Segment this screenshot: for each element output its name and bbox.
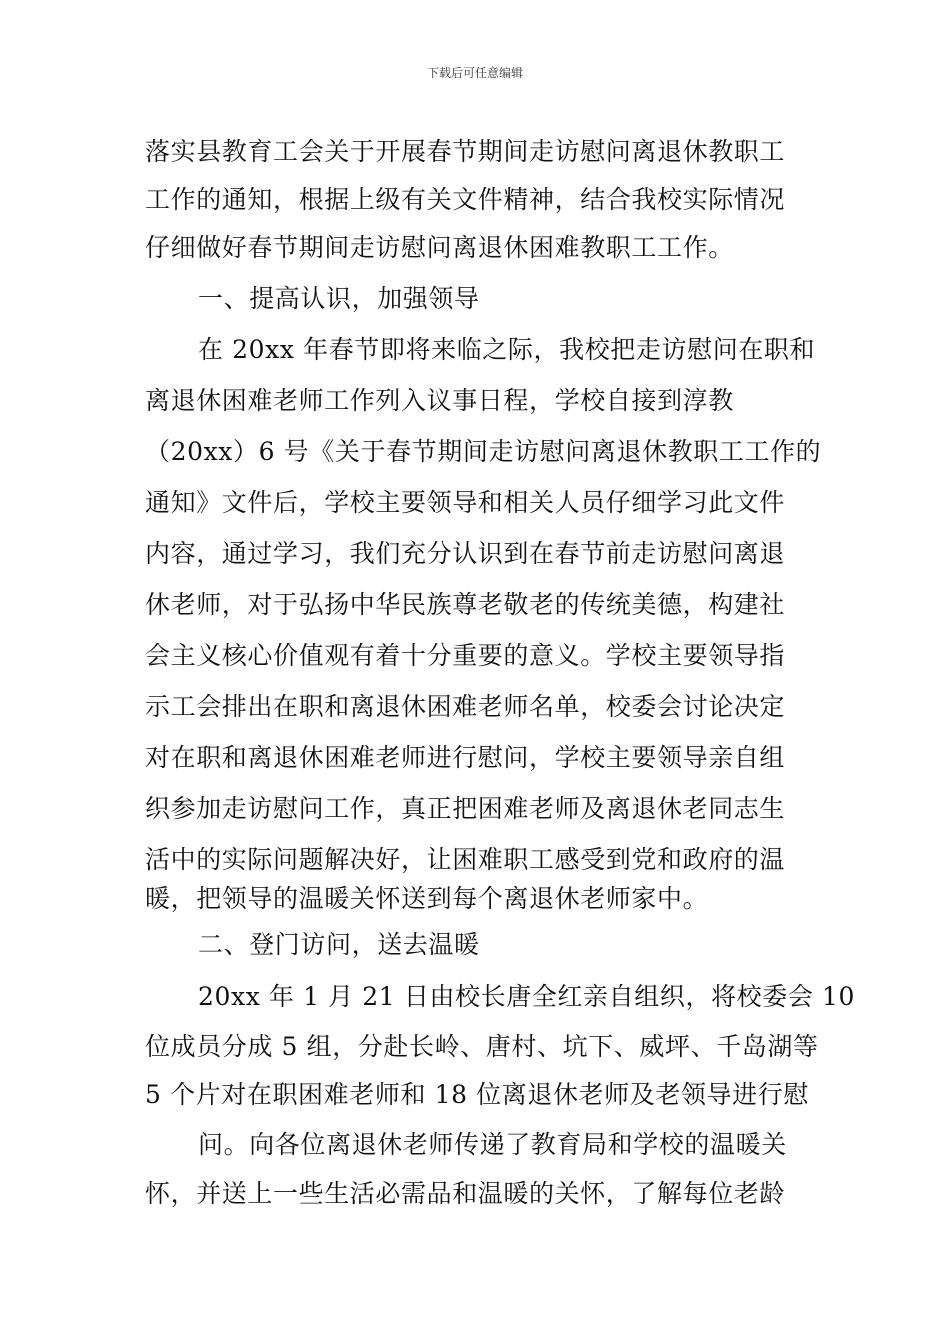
section-heading-2: 二、登门访问，送去温暖	[198, 930, 480, 959]
body-line: 通知》文件后，学校主要领导和相关人员仔细学习此文件	[145, 488, 786, 517]
body-line: 位成员分成 5 组，分赴长岭、唐村、坑下、威坪、千岛湖等	[145, 1032, 819, 1061]
section-heading-1: 一、提高认识，加强领导	[198, 284, 480, 313]
body-line: 问。向各位离退休老师传递了教育局和学校的温暖关	[198, 1130, 787, 1159]
body-line: 休老师，对于弘扬中华民族尊老敬老的传统美德，构建社	[145, 590, 786, 619]
body-line: 活中的实际问题解决好，让困难职工感受到党和政府的温	[145, 845, 786, 874]
body-line: 仔细做好春节期间走访慰问离退休困难教职工工作。	[145, 233, 734, 262]
body-line: 示工会排出在职和离退休困难老师名单，校委会讨论决定	[145, 692, 786, 721]
body-line: 5 个片对在职困难老师和 18 位离退休老师及老领导进行慰	[145, 1080, 809, 1109]
body-line: 离退休困难老师工作列入议事日程，学校自接到淳教	[145, 386, 734, 415]
body-line: （20xx）6 号《关于春节期间走访慰问离退休教职工工作的	[145, 437, 822, 466]
body-line: 怀，并送上一些生活必需品和温暖的关怀，了解每位老龄	[145, 1179, 786, 1208]
body-line: 在 20xx 年春节即将来临之际，我校把走访慰问在职和	[198, 335, 816, 364]
body-line: 织参加走访慰问工作，真正把困难老师及离退休老同志生	[145, 794, 786, 823]
body-line: 会主义核心价值观有着十分重要的意义。学校主要领导指	[145, 641, 786, 670]
body-line: 暖，把领导的温暖关怀送到每个离退休老师家中。	[145, 884, 709, 913]
body-line: 工作的通知，根据上级有关文件精神，结合我校实际情况	[145, 185, 786, 214]
body-line: 落实县教育工会关于开展春节期间走访慰问离退休教职工	[145, 137, 786, 166]
body-line: 对在职和离退休困难老师进行慰问，学校主要领导亲自组	[145, 743, 786, 772]
page-header: 下载后可任意编辑	[426, 66, 523, 80]
body-line: 内容，通过学习，我们充分认识到在春节前走访慰问离退	[145, 539, 786, 568]
body-line: 20xx 年 1 月 21 日由校长唐全红亲自组织，将校委会 10	[198, 982, 856, 1011]
